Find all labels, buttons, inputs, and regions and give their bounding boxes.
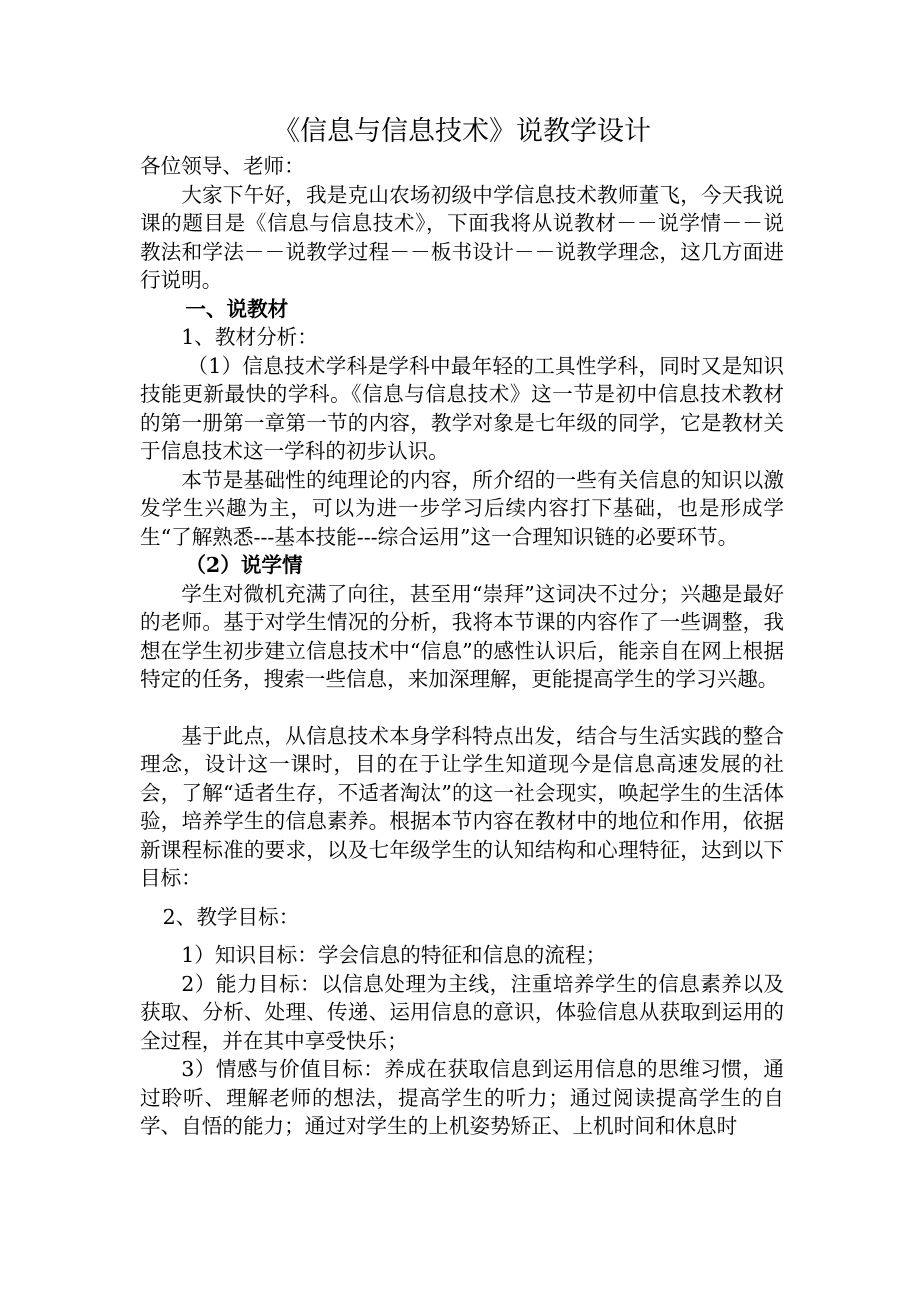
goal-ability: 2）能力目标：以信息处理为主线，注重培养学生的信息素养以及获取、分析、处理、传递、运用信息的意识，体验信息从获取到运用的全过程，并在其中享受快乐； xyxy=(140,971,784,1053)
subsection-label-analysis: 1、教材分析： xyxy=(181,325,318,349)
subsection-label-goals: 2、教学目标： xyxy=(162,904,300,929)
greeting: 各位领导、老师： xyxy=(140,154,305,178)
students-paragraph-2: 基于此点，从信息技术本身学科特点出发，结合与生活实践的整合理念，设计这一课时，目的在于让学生知道现今是信息高速发展的社会，了解“适者生存，不适者淘汰”的这一社会现实，唤起学生的生活体验，培养学生的信息素养。根据本节内容在教材中的地位和作用，依据新课程标准的要求，以及七年级学生的认知结构和心理特征，达到以下目标： xyxy=(140,723,784,890)
spacer xyxy=(140,893,784,903)
spacer xyxy=(140,931,784,941)
blank-line xyxy=(140,694,784,722)
goal-knowledge: 1）知识目标：学会信息的特征和信息的流程； xyxy=(181,943,607,967)
document-title: 《信息与信息技术》说教学设计 xyxy=(273,116,651,147)
document-page xyxy=(140,112,784,1141)
goal-emotion: 3）情感与价值目标：养成在获取信息到运用信息的思维习惯，通过聆听、理解老师的想法，提高学生的听力；通过阅读提高学生的自学、自悟的能力；通过对学生的上机姿势矫正、上机时间和休息时 xyxy=(140,1057,784,1138)
analysis-paragraph-2: 本节是基础性的纯理论的内容，所介绍的一些有关信息的知识以激发学生兴趣为主，可以为进一步学习后续内容打下基础，也是形成学生“了解熟悉---基本技能---综合运用”这一合理知识链的必要环节。 xyxy=(140,467,784,549)
analysis-paragraph-1: （1）信息技术学科是学科中最年轻的工具性学科，同时又是知识技能更新最快的学科。《信息与信息技术》这一节是初中信息技术教材的第一册第一章第一节的内容，教学对象是七年级的同学，它是教材关于信息技术这一学科的初步认识。 xyxy=(140,353,784,463)
section-heading-students: （2）说学情 xyxy=(185,553,303,577)
intro-paragraph: 大家下午好，我是克山农场初级中学信息技术教师董飞，今天我说课的题目是《信息与信息技术》，下面我将从说教材－－说学情－－说教法和学法－－说教学过程－－板书设计－－说教学理念，这几方面进行说明。 xyxy=(140,182,784,292)
section-heading-textbook: 一、说教材 xyxy=(185,296,289,321)
students-paragraph-1: 学生对微机充满了向往，甚至用“崇拜”这词决不过分；兴趣是最好的老师。基于对学生情况的分析，我将本节课的内容作了一些调整，我想在学生初步建立信息技术中“信息”的感性认识后，能亲自在网上根据特定的任务，搜索一些信息，来加深理解，更能提高学生的学习兴趣。 xyxy=(140,581,784,691)
